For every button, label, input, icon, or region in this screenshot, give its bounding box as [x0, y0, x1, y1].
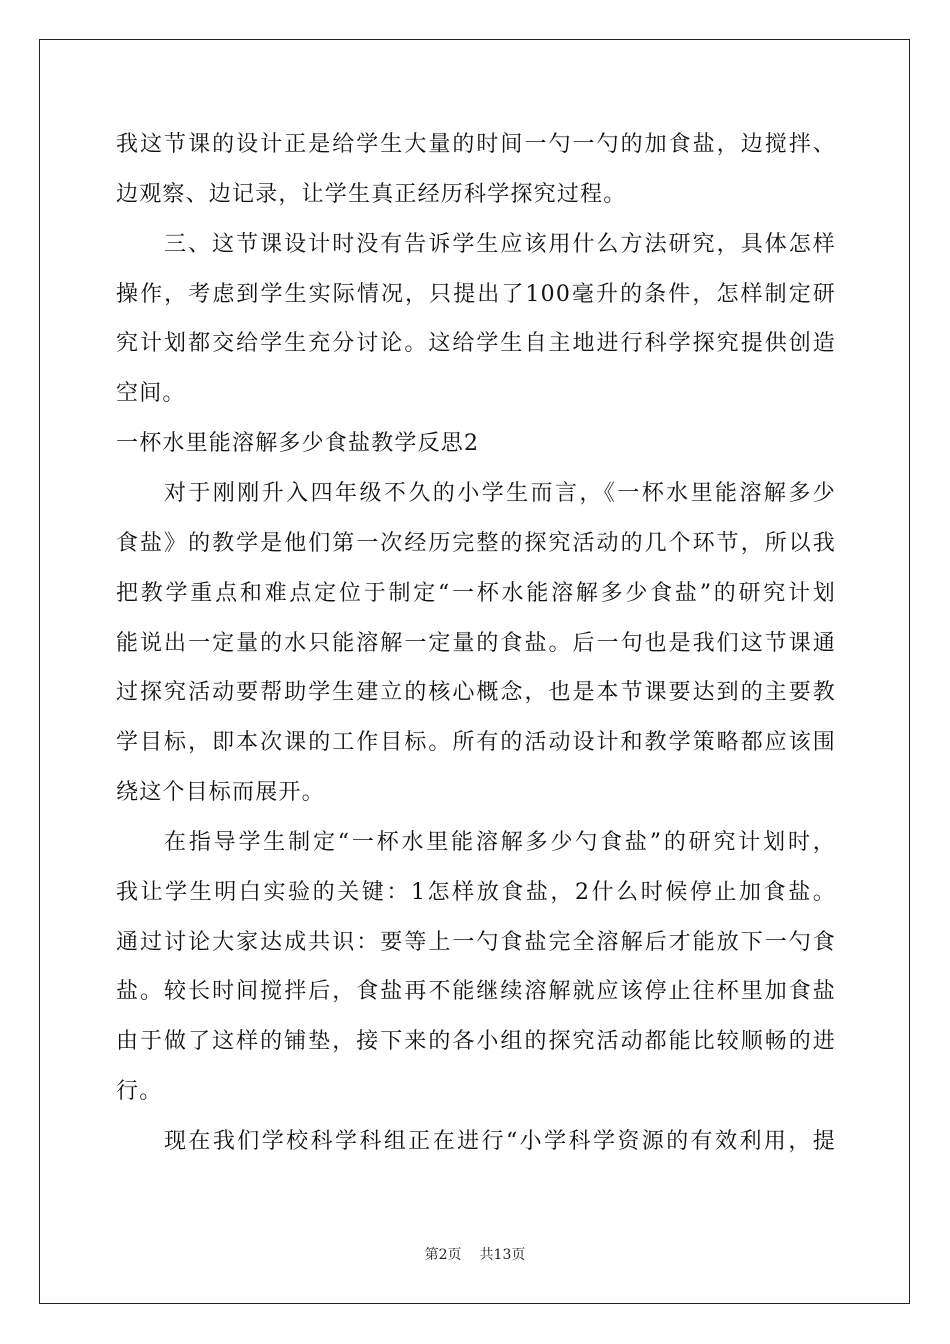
text-line-16: 我让学生明白实验的关键：1怎样放食盐，2什么时候停止加食盐。	[116, 880, 836, 905]
text-line-19: 由于做了这样的铺垫，接下来的各小组的探究活动都能比较顺畅的进	[116, 1029, 836, 1054]
text-line-18: 盐。较长时间搅拌后，食盐再不能继续溶解就应该停止往杯里加食盐	[116, 979, 836, 1004]
text-line-20: 行。	[116, 1079, 163, 1104]
text-line-11: 能说出一定量的水只能溶解一定量的食盐。后一句也是我们这节课通	[116, 631, 836, 656]
text-line-4: 操作，考虑到学生实际情况，只提出了100毫升的条件，怎样制定研	[116, 282, 836, 307]
section-heading: 一杯水里能溶解多少食盐教学反思2	[116, 431, 480, 456]
page-footer	[0, 1246, 950, 1264]
text-line-5: 究计划都交给学生充分讨论。这给学生自主地进行科学探究提供创造	[116, 331, 836, 356]
text-line-3: 三、这节课设计时没有告诉学生应该用什么方法研究，具体怎样	[164, 232, 836, 257]
text-line-8: 对于刚刚升入四年级不久的小学生而言，《一杯水里能溶解多少	[164, 481, 836, 506]
page-number: 第2页	[424, 1247, 462, 1263]
text-line-6: 空间。	[116, 381, 186, 406]
text-line-21: 现在我们学校科学科组正在进行“小学科学资源的有效利用，提	[164, 1129, 836, 1154]
text-line-10: 把教学重点和难点定位于制定“一杯水能溶解多少食盐”的研究计划	[116, 581, 836, 606]
page-border	[39, 39, 910, 1304]
text-line-17: 通过讨论大家达成共识：要等上一勺食盐完全溶解后才能放下一勺食	[116, 930, 836, 955]
text-line-1: 我这节课的设计正是给学生大量的时间一勺一勺的加食盐，边搅拌、	[116, 132, 836, 157]
page-total: 共13页	[479, 1247, 526, 1263]
text-line-12: 过探究活动要帮助学生建立的核心概念，也是本节课要达到的主要教	[116, 680, 836, 705]
text-line-14: 绕这个目标而展开。	[116, 780, 325, 805]
text-line-13: 学目标，即本次课的工作目标。所有的活动设计和教学策略都应该围	[116, 730, 836, 755]
text-line-9: 食盐》的教学是他们第一次经历完整的探究活动的几个环节，所以我	[116, 531, 836, 556]
text-line-15: 在指导学生制定“一杯水里能溶解多少勺食盐”的研究计划时，	[164, 830, 836, 855]
text-line-2: 边观察、边记录，让学生真正经历科学探究过程。	[116, 182, 627, 207]
